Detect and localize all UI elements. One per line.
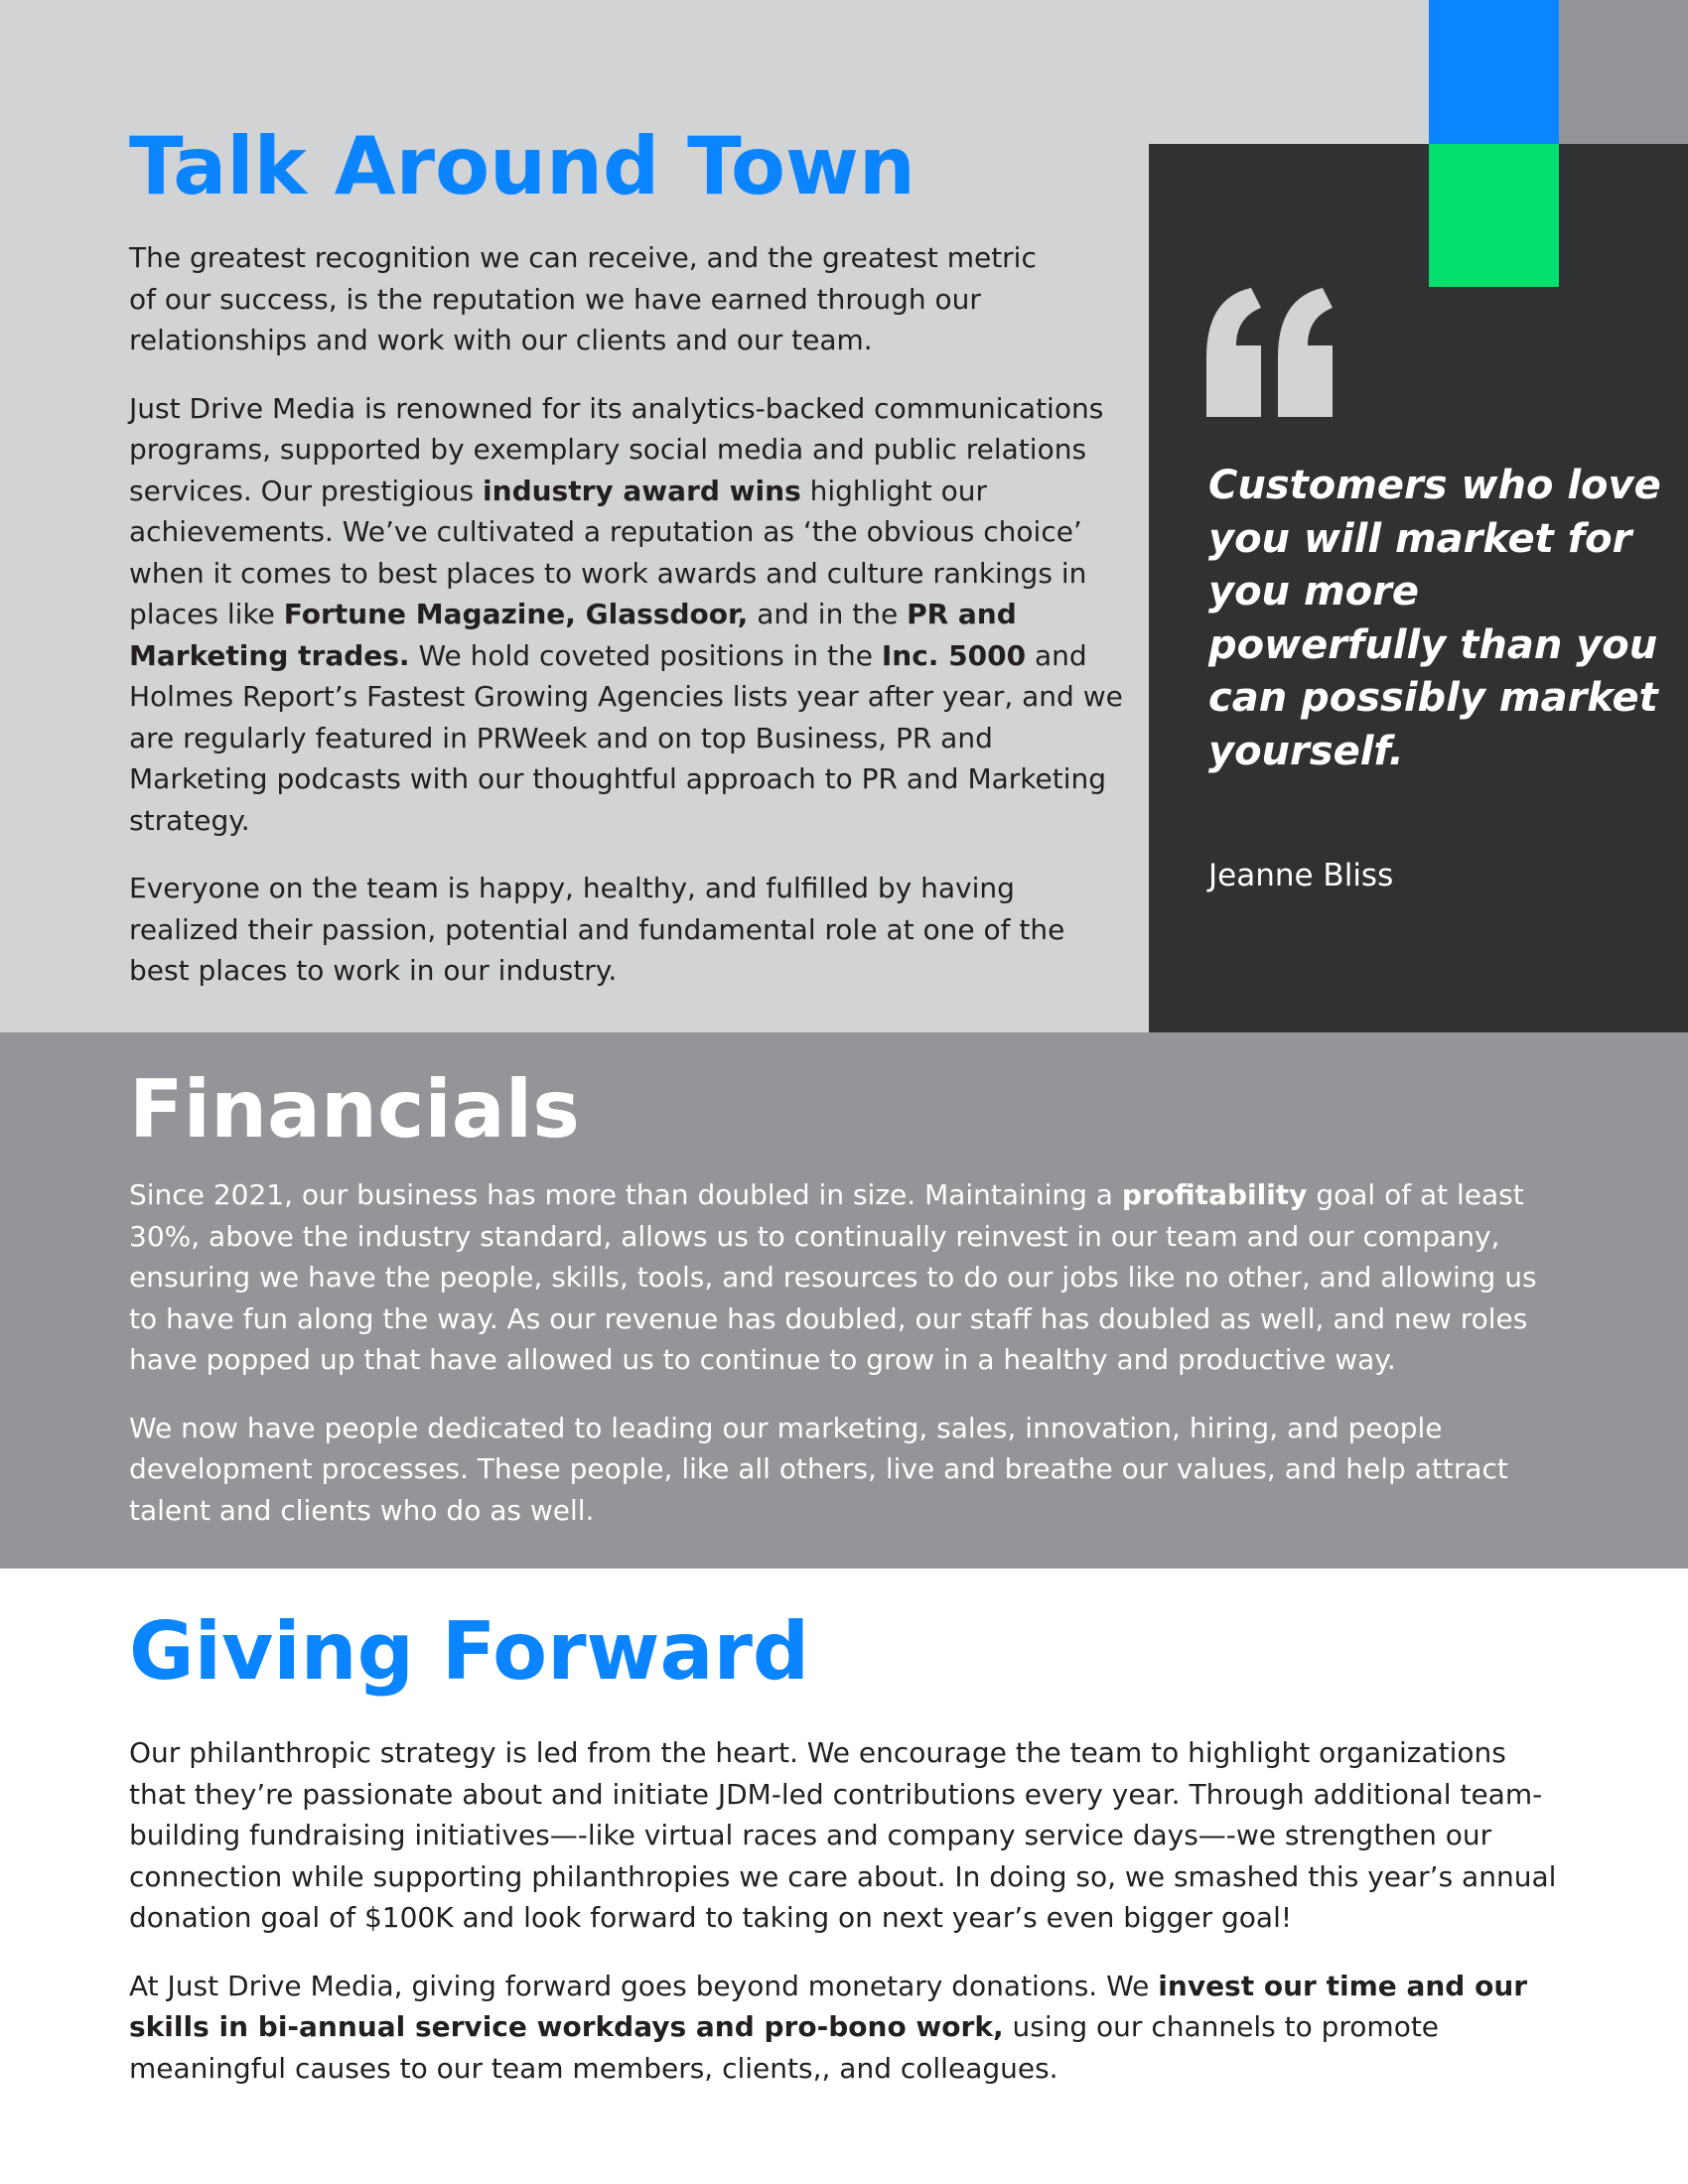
giving-paragraph-2: At Just Drive Media, giving forward goes beyond monetary donations. We invest our time and our skills in bi-annual service workdays and pro-bono work, using our channels to promote meaningful causes to our team members, clients,, and colleagues. <box>129 1969 1528 2085</box>
giving-body <box>129 1732 1569 2116</box>
talk-paragraph-3: Everyone on the team is happy, healthy, and fulfilled by having realized their passion, potential and fundamental role at one of the best places to work in our industry. <box>129 872 1065 987</box>
decorative-blue-block <box>1429 0 1559 144</box>
quote-text: Customers who love you will market for you more powerfully than you can possibly market yourself. <box>1208 463 1661 774</box>
talk-heading: Talk Around Town <box>129 120 915 212</box>
talk-paragraph-2: Just Drive Media is renowned for its analytics-backed communications programs, supported by exemplary social media and public relations services. Our prestigious industry award wins highlight our achievements. We’ve cultivated a reputation as ‘the obvious choice’ when it comes to best places to work awards and culture rankings in places like Fortune Magazine, Glassdoor, and in the PR and Marketing trades. We hold coveted positions in the Inc. 5000 and Holmes Report’s Fastest Growing Agencies lists year after year, and we are regularly featured in PRWeek and on top Business, PR and Marketing podcasts with our thoughtful approach to PR and Marketing strategy. <box>129 391 1123 837</box>
decorative-green-block <box>1429 144 1559 287</box>
quote-icon <box>1206 288 1336 417</box>
giving-paragraph-1: Our philanthropic strategy is led from the heart. We encourage the team to highlight organizations that they’re passionate about and initiate JDM-led contributions every year. Through additional team-building fundraising initiatives—-like virtual races and company service days—-we strengthen our connection while supporting philanthropies we care about. In doing so, we smashed this year’s annual donation goal of $100K and look forward to taking on next year’s even bigger goal! <box>129 1736 1557 1934</box>
financials-body <box>129 1174 1569 1558</box>
financials-paragraph-2: We now have people dedicated to leading our marketing, sales, innovation, hiring, and people development processes. These people, like all others, live and breathe our values, and help attract talent and clients who do as well. <box>129 1411 1508 1527</box>
financials-heading: Financials <box>129 1063 580 1156</box>
talk-paragraph-1: The greatest recognition we can receive, and the greatest metric of our success, is the reputation we have earned through our relationships and work with our clients and our team. <box>129 241 1037 356</box>
talk-body <box>129 237 1122 1019</box>
decorative-gray-block <box>1559 0 1688 144</box>
quote-author: Jeanne Bliss <box>1208 858 1394 893</box>
financials-paragraph-1: Since 2021, our business has more than doubled in size. Maintaining a profitability goal of at least 30%, above the industry standard, allows us to continually reinvest in our team and our company, ensuring we have the people, skills, tools, and resources to do our jobs like no other, and allowing us to have fun along the way. As our revenue has doubled, our staff has doubled as well, and new roles have popped up that have allowed us to continue to grow in a healthy and productive way. <box>129 1178 1537 1376</box>
giving-heading: Giving Forward <box>129 1605 810 1698</box>
